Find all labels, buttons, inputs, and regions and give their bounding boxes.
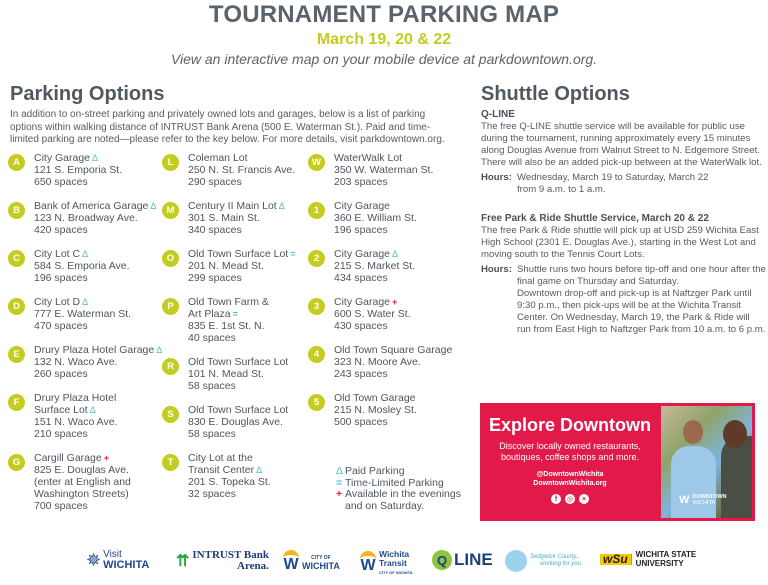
lot-1[interactable] bbox=[308, 200, 458, 236]
wsu-mark-icon: wSu bbox=[600, 554, 632, 565]
page-title: TOURNAMENT PARKING MAP bbox=[208, 1, 560, 28]
time-limited-icon: = bbox=[336, 476, 343, 489]
promo-handle[interactable]: @DowntownWichita bbox=[536, 471, 604, 478]
lot-address: 350 W. Waterman St. bbox=[334, 164, 434, 176]
lot-name: Drury Plaza Hotel Garage bbox=[34, 344, 155, 356]
lot-2[interactable] bbox=[308, 248, 458, 284]
city-of-wichita-logo: W CITY OF WICHITA bbox=[283, 550, 340, 576]
map-marker: R bbox=[162, 358, 179, 375]
lot-address: 123 N. Broadway Ave. bbox=[34, 212, 138, 224]
park-ride-hours-p1: Shuttle runs two hours before tip-off and one hour after the final game on Thursday and Saturday. bbox=[517, 264, 766, 287]
map-marker: D bbox=[8, 298, 25, 315]
promo-title: Explore Downtown bbox=[489, 415, 651, 435]
q-badge-icon: Q bbox=[432, 550, 452, 570]
lot-spaces: 650 spaces bbox=[34, 176, 88, 188]
lot-name: Coleman Lot bbox=[188, 152, 248, 164]
lot-E[interactable] bbox=[8, 344, 163, 380]
lot-4[interactable] bbox=[308, 344, 458, 380]
lot-S[interactable] bbox=[162, 404, 312, 440]
map-marker: 2 bbox=[308, 250, 325, 267]
lot-address: 301 S. Main St. bbox=[188, 212, 260, 224]
paid-parking-icon: Δ bbox=[89, 405, 96, 415]
lot-name: City Garage bbox=[34, 152, 91, 164]
map-marker: P bbox=[162, 298, 179, 315]
lot-spaces: 434 spaces bbox=[334, 272, 388, 284]
lot-address: 151 N. Waco Ave. bbox=[34, 416, 118, 428]
page-header bbox=[0, 0, 768, 67]
lot-note: Washington Streets) bbox=[34, 488, 129, 500]
paid-parking-icon: Δ bbox=[150, 201, 157, 211]
lot-F[interactable] bbox=[8, 392, 158, 440]
lot-5[interactable] bbox=[308, 392, 458, 428]
map-marker: O bbox=[162, 250, 179, 267]
visit-wichita-logo: ✵ Visit WICHITA bbox=[86, 549, 150, 571]
qline-hours bbox=[481, 172, 766, 196]
w-logo-icon: W bbox=[679, 494, 690, 506]
parking-column-3 bbox=[308, 152, 458, 428]
lot-3[interactable] bbox=[308, 296, 458, 332]
lot-address: 835 E. 1st St. N. bbox=[188, 320, 265, 332]
lot-name: WaterWalk Lot bbox=[334, 152, 403, 164]
paid-parking-icon: Δ bbox=[336, 465, 344, 477]
lot-address: 360 E. William St. bbox=[334, 212, 417, 224]
sun-star-icon: ✵ bbox=[86, 550, 102, 570]
lot-P[interactable] bbox=[162, 296, 312, 344]
wichita-w-icon: W bbox=[283, 550, 299, 576]
lot-name: Bank of America Garage bbox=[34, 200, 149, 212]
promo-desc-line1: Discover locally owned restaurants, bbox=[499, 441, 641, 451]
lot-spaces: 299 spaces bbox=[188, 272, 242, 284]
legend-time-limited: Time-Limited Parking bbox=[345, 476, 444, 489]
lot-name: City Lot C bbox=[34, 248, 81, 260]
legend-paid: Paid Parking bbox=[345, 465, 405, 477]
paid-parking-icon: Δ bbox=[256, 465, 263, 475]
lot-spaces: 500 spaces bbox=[334, 416, 388, 428]
lot-name: City Garage bbox=[334, 296, 391, 308]
lot-name: Cargill Garage bbox=[34, 452, 102, 464]
lot-D[interactable] bbox=[8, 296, 158, 332]
lot-spaces: 290 spaces bbox=[188, 176, 242, 188]
promo-photo bbox=[661, 406, 752, 518]
lot-address: 201 N. Mead St. bbox=[188, 260, 264, 272]
parking-legend bbox=[336, 466, 461, 512]
lot-address: 201 S. Topeka St. bbox=[188, 476, 271, 488]
map-marker: M bbox=[162, 202, 179, 219]
park-ride-body: The free Park & Ride shuttle will pick up at USD 259 Wichita East High School (2301 E. Douglas Ave.), starting in the West Lot and moving south to the Tennis Court Lots. bbox=[481, 225, 759, 260]
lot-name: Old Town Surface Lot bbox=[188, 404, 289, 416]
evening-parking-icon: + bbox=[336, 488, 343, 500]
paid-parking-icon: Δ bbox=[82, 249, 89, 259]
downtown-wichita-logo: W DOWNTOWN WICHITA bbox=[679, 494, 727, 506]
parking-column-2 bbox=[162, 152, 312, 500]
lot-address: 215 N. Mosley St. bbox=[334, 404, 417, 416]
paid-parking-icon: Δ bbox=[82, 297, 89, 307]
lot-name: City Garage bbox=[334, 200, 391, 212]
qline-hours-line1: Wednesday, March 19 to Saturday, March 22 bbox=[517, 172, 709, 183]
time-limited-icon: = bbox=[290, 249, 296, 259]
instagram-icon[interactable]: ◎ bbox=[566, 496, 574, 503]
sedgwick-county-logo: Sedgwick County... working for you bbox=[505, 550, 581, 572]
lot-M[interactable] bbox=[162, 200, 312, 236]
lot-spaces: 700 spaces bbox=[34, 500, 88, 512]
explore-downtown-ad[interactable] bbox=[480, 403, 755, 521]
paid-parking-icon: Δ bbox=[278, 201, 285, 211]
lot-C[interactable] bbox=[8, 248, 158, 284]
map-marker: W bbox=[308, 154, 325, 171]
legend-evening-cont: and on Saturday. bbox=[345, 499, 425, 512]
qline-hours-line2: from 9 a.m. to 1 a.m. bbox=[517, 184, 606, 195]
x-icon[interactable]: × bbox=[579, 494, 589, 504]
lot-name: City Lot at the bbox=[188, 452, 253, 464]
parking-options-title: Parking Options bbox=[10, 83, 165, 105]
lot-spaces: 243 spaces bbox=[334, 368, 388, 380]
lot-O[interactable] bbox=[162, 248, 312, 284]
lot-G[interactable] bbox=[8, 452, 158, 512]
paid-parking-icon: Δ bbox=[156, 345, 163, 355]
facebook-icon[interactable]: f bbox=[551, 494, 561, 504]
paid-parking-icon: Δ bbox=[392, 249, 399, 259]
intrust-mark-icon: ⇈ bbox=[176, 552, 190, 570]
evening-parking-icon: + bbox=[392, 297, 398, 307]
wichita-state-logo: wSu WICHITA STATE UNIVERSITY bbox=[600, 550, 696, 568]
paid-parking-icon: Δ bbox=[92, 153, 99, 163]
lot-spaces: 32 spaces bbox=[188, 488, 236, 500]
promo-desc-line2: boutiques, coffee shops and more. bbox=[501, 452, 639, 462]
map-marker: F bbox=[8, 394, 25, 411]
lot-address: 323 N. Moore Ave. bbox=[334, 356, 421, 368]
wichita-transit-logo: W Wichita Transit CITY OF WICHITA bbox=[360, 549, 413, 575]
lot-spaces: 196 spaces bbox=[34, 272, 88, 284]
lot-spaces: 58 spaces bbox=[188, 380, 236, 392]
lot-address: 600 S. Water St. bbox=[334, 308, 411, 320]
lot-R[interactable] bbox=[162, 356, 312, 392]
lot-note: (enter at English and bbox=[34, 476, 131, 488]
park-ride-heading: Free Park & Ride Shuttle Service, March 20 & 22 bbox=[481, 213, 709, 224]
map-marker: S bbox=[162, 406, 179, 423]
sedgwick-seal-icon bbox=[505, 550, 527, 572]
time-limited-icon: = bbox=[232, 309, 238, 319]
lot-address: 121 S. Emporia St. bbox=[34, 164, 123, 176]
lot-name: Old Town Surface Lot bbox=[188, 356, 289, 368]
map-marker: E bbox=[8, 346, 25, 363]
map-marker: T bbox=[162, 454, 179, 471]
hours-label: Hours: bbox=[481, 264, 512, 275]
lot-name-cont: Transit Center bbox=[188, 464, 255, 476]
evening-parking-icon: + bbox=[103, 453, 109, 463]
lot-name: Old Town Surface Lot bbox=[188, 248, 289, 260]
shuttle-options-section bbox=[481, 83, 766, 336]
map-marker: L bbox=[162, 154, 179, 171]
lot-name: Century II Main Lot bbox=[188, 200, 277, 212]
hours-label: Hours: bbox=[481, 172, 512, 183]
lot-spaces: 470 spaces bbox=[34, 320, 88, 332]
lot-spaces: 196 spaces bbox=[334, 224, 388, 236]
map-marker: C bbox=[8, 250, 25, 267]
qline-heading: Q-LINE bbox=[481, 109, 515, 120]
lot-spaces: 260 spaces bbox=[34, 368, 88, 380]
lot-address: 101 N. Mead St. bbox=[188, 368, 264, 380]
lot-A[interactable] bbox=[8, 152, 158, 188]
lot-T[interactable] bbox=[162, 452, 312, 500]
qline-body: The free Q-LINE shuttle service will be available for public use during the tournament, running approximately every 15 minutes along Douglas Avenue from Walnut Street to N. Edgemore Street. There will also be an added pick-up between at the WaterWalk lot. bbox=[481, 121, 762, 168]
intrust-bank-arena-logo: ⇈ INTRUST Bank Arena. bbox=[176, 549, 269, 572]
lot-name: Old Town Square Garage bbox=[334, 344, 453, 356]
lot-W[interactable] bbox=[308, 152, 458, 188]
lot-address: 132 N. Waco Ave. bbox=[34, 356, 118, 368]
park-ride-hours bbox=[481, 264, 766, 336]
lot-name: City Lot D bbox=[34, 296, 81, 308]
map-marker: 1 bbox=[308, 202, 325, 219]
wichita-w-icon: W bbox=[360, 551, 376, 577]
lot-address: 830 E. Douglas Ave. bbox=[188, 416, 283, 428]
shuttle-options-title: Shuttle Options bbox=[481, 83, 630, 105]
lot-name-cont: Art Plaza bbox=[188, 308, 231, 320]
lot-address: 825 E. Douglas Ave. bbox=[34, 464, 129, 476]
lot-spaces: 40 spaces bbox=[188, 332, 236, 344]
lot-spaces: 203 spaces bbox=[334, 176, 388, 188]
lot-address: 584 S. Emporia Ave. bbox=[34, 260, 130, 272]
lot-address: 777 E. Waterman St. bbox=[34, 308, 132, 320]
park-ride-hours-p2: Downtown drop-off and pick-up is at Naftzger Park until 9:30 p.m., then pick-ups will be at the Wichita Transit Center. On Wednesday, March 19, the Park & Ride will run from East High to Naftzger Park from 10 a.m. to 6 p.m. bbox=[517, 288, 766, 335]
map-marker: 5 bbox=[308, 394, 325, 411]
map-marker: 4 bbox=[308, 346, 325, 363]
lot-name: Drury Plaza Hotel bbox=[34, 392, 117, 404]
page-subtitle: View an interactive map on your mobile device at parkdowntown.org. bbox=[170, 51, 598, 67]
lot-spaces: 340 spaces bbox=[188, 224, 242, 236]
lot-name-cont: Surface Lot bbox=[34, 404, 88, 416]
legend-evening: Available in the evenings bbox=[345, 488, 461, 500]
lot-name: Old Town Garage bbox=[334, 392, 416, 404]
lot-spaces: 430 spaces bbox=[334, 320, 388, 332]
parking-options-section bbox=[10, 83, 460, 147]
lot-spaces: 58 spaces bbox=[188, 428, 236, 440]
lot-B[interactable] bbox=[8, 200, 158, 236]
parking-column-1 bbox=[8, 152, 163, 512]
lot-address: 250 N. St. Francis Ave. bbox=[188, 164, 296, 176]
lot-name: City Garage bbox=[334, 248, 391, 260]
lot-name: Old Town Farm & bbox=[188, 296, 269, 308]
lot-spaces: 210 spaces bbox=[34, 428, 88, 440]
map-marker: 3 bbox=[308, 298, 325, 315]
lot-spaces: 420 spaces bbox=[34, 224, 88, 236]
sponsor-logos bbox=[0, 548, 768, 582]
lot-address: 215 S. Market St. bbox=[334, 260, 416, 272]
map-marker: G bbox=[8, 454, 25, 471]
lot-L[interactable] bbox=[162, 152, 312, 188]
parking-intro: In addition to on-street parking and privately owned lots and garages, below is a list of parking options within walking distance of INTRUST Bank Arena (500 E. Waterman St.). Paid and time-limited parking are noted—please refer to the key below. For more details, visit parkdowntown.org. bbox=[10, 109, 445, 145]
qline-logo: Q LINE bbox=[432, 550, 493, 570]
event-dates: March 19, 20 & 22 bbox=[316, 31, 452, 48]
map-marker: A bbox=[8, 154, 25, 171]
map-marker: B bbox=[8, 202, 25, 219]
promo-website[interactable]: DowntownWichita.org bbox=[533, 480, 607, 487]
